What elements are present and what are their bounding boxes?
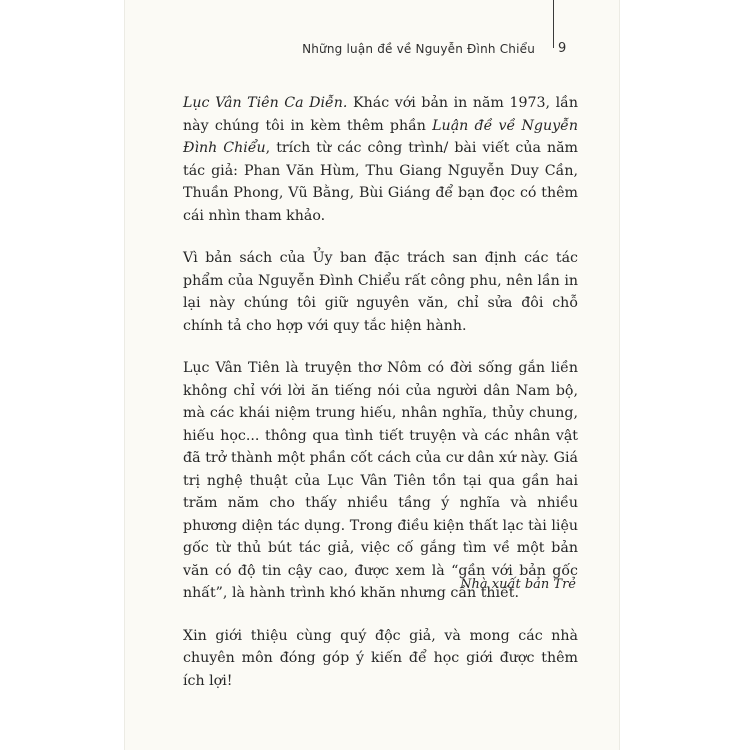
paragraph-4: Xin giới thiệu cùng quý độc giả, và mong các nhà chuyên môn đóng góp ý kiến để học giới được thêm ích lợi! [183, 627, 578, 689]
body-text [183, 92, 578, 712]
header-divider [553, 0, 554, 48]
page-number: 9 [558, 41, 567, 56]
paragraph-1-text-a: Khác với bản in năm 1973, lần này chúng tôi in kèm thêm phần [183, 95, 578, 134]
paragraph-1-italic-lead: Lục Vân Tiên Ca Diễn. [183, 95, 348, 111]
running-head-title: Những luận đề về Nguyễn Đình Chiểu [302, 42, 535, 56]
paragraph-1 [183, 92, 578, 227]
paragraph-2: Vì bản sách của Ủy ban đặc trách san định các tác phẩm của Nguyễn Đình Chiểu rất công phu, nên lần in lại này chúng tôi giữ nguyên văn, chỉ sửa đôi chỗ chính tả cho hợp với quy tắc hiện hành. [183, 250, 578, 334]
paragraph-3: Lục Vân Tiên là truyện thơ Nôm có đời sống gắn liền không chỉ với lời ăn tiếng nói của người dân Nam bộ, mà các khái niệm trung hiếu, nhân nghĩa, thủy chung, hiếu học... thông qua tình tiết truyện và các nhân vật đã trở thành một phần cốt cách của cư dân xứ này. Giá trị nghệ thuật của Lục Vân Tiên tồn tại qua gần hai trăm năm cho thấy nhiều tầng ý nghĩa và nhiều phương diện tác dụng. Trong điều kiện thất lạc tài liệu gốc từ thủ bút tác giả, việc cố gắng tìm về một bản văn có độ tin cậy cao, được xem là “gần với bản gốc nhất”, là hành trình khó khăn nhưng cần thiết. [183, 360, 578, 601]
paragraph-1-text-b: , trích từ các công trình/ bài viết của năm tác giả: Phan Văn Hùm, Thu Giang Nguyễn Duy Cần, Thuần Phong, Vũ Bằng, Bùi Giáng để bạn đọc có thêm cái nhìn tham khảo. [183, 140, 578, 224]
paragraph-1-italic-title: Luận đề về Nguyễn Đình Chiểu [183, 117, 578, 156]
publisher-signature: Nhà xuất bản Trẻ [460, 577, 576, 592]
